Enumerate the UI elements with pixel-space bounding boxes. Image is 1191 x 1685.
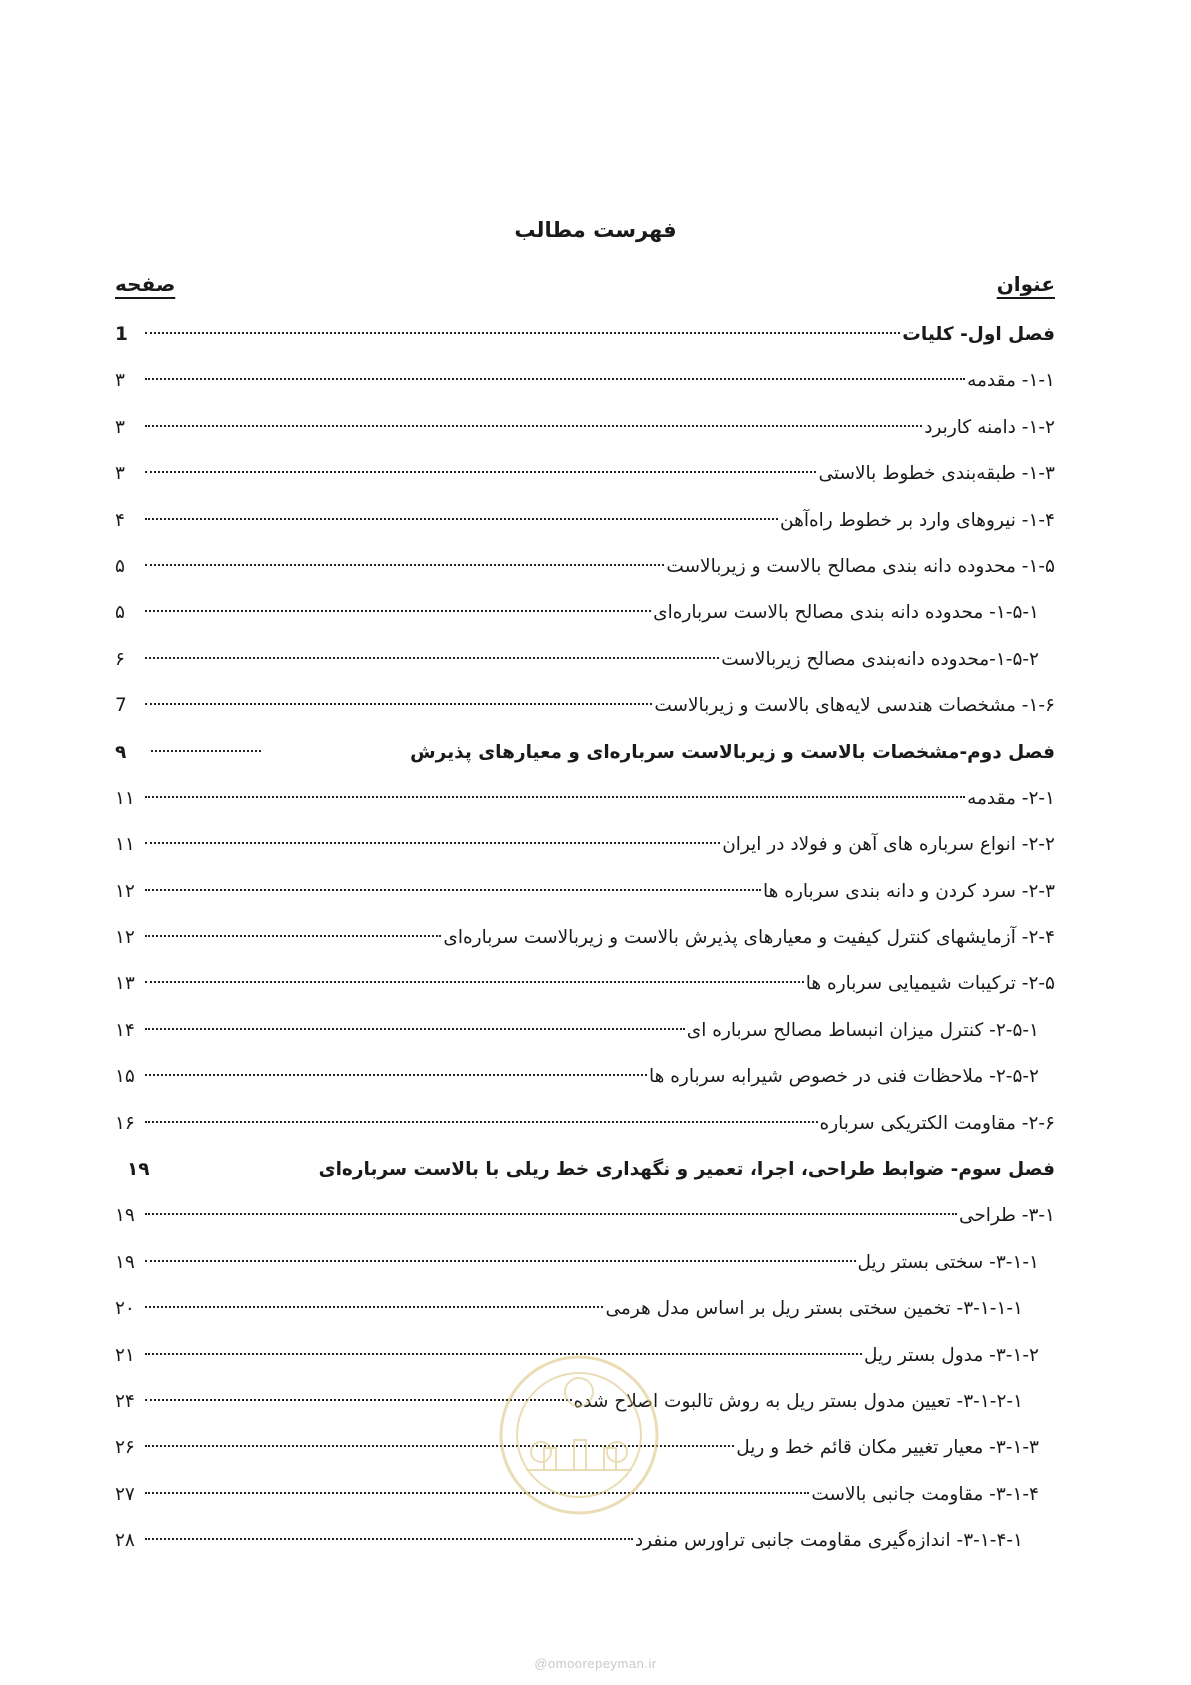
entry-title: ۲-۵-۱- کنترل میزان انبساط مصالح سرباره ای: [686, 1019, 1039, 1041]
entry-title: ۱-۵-۲-محدوده دانه‌بندی مصالح زیربالاست: [721, 648, 1039, 670]
entry-page-number: 1: [115, 324, 128, 345]
dot-leader: [145, 1260, 856, 1262]
dot-leader: [145, 1492, 809, 1494]
dot-leader: [145, 610, 651, 612]
entry-page-number: ۲۷: [115, 1483, 135, 1505]
toc-entry[interactable]: [115, 776, 1055, 822]
entry-page-number: ۲۸: [115, 1530, 135, 1552]
entry-title: ۱-۳- طبقه‌بندی خطوط بالاستی: [818, 463, 1055, 485]
dot-leader: [145, 657, 719, 659]
toc-entry[interactable]: [115, 822, 1055, 868]
entry-title: ۲-۱- مقدمه: [967, 787, 1055, 809]
toc-entry[interactable]: [115, 451, 1055, 497]
toc-entry[interactable]: [115, 544, 1055, 590]
dot-leader: [145, 1538, 633, 1540]
watermark-url: @omoorepeyman.ir: [534, 1656, 657, 1671]
entry-title: ۲-۵- ترکیبات شیمیایی سرباره ها: [805, 973, 1055, 995]
entry-page-number: ۳: [115, 463, 125, 485]
entry-page-number: ۲۱: [115, 1344, 135, 1366]
dot-leader: [145, 332, 900, 334]
toc-entry[interactable]: [115, 1518, 1055, 1564]
entry-page-number: ۱۲: [115, 880, 135, 902]
dot-leader: [145, 935, 441, 937]
entry-page-number: ۱۴: [115, 1019, 135, 1041]
entry-page-number: ۱۶: [115, 1112, 135, 1134]
entry-page-number: ۵: [115, 602, 125, 624]
dot-leader: [145, 518, 778, 520]
dot-leader: [145, 1074, 647, 1076]
toc-entry[interactable]: [115, 590, 1055, 636]
entry-page-number: ۱۳: [115, 973, 135, 995]
toc-entry[interactable]: [115, 915, 1055, 961]
entry-page-number: ۱۱: [115, 834, 135, 856]
toc-entry[interactable]: [115, 1240, 1055, 1286]
entry-title: ۳-۱-۳- معیار تغییر مکان قائم خط و ریل: [736, 1437, 1039, 1459]
entry-title: ۲-۲- انواع سرباره های آهن و فولاد در ایران: [722, 834, 1055, 856]
dot-leader: [145, 796, 965, 798]
entry-title: ۳-۱-۲-۱- تعیین مدول بستر ریل به روش تالبوت اصلاح شده: [573, 1390, 1023, 1412]
toc-header: [115, 272, 1055, 306]
entry-page-number: ۱۹: [127, 1159, 150, 1181]
dot-leader: [145, 703, 652, 705]
entry-page-number: ۱۹: [115, 1205, 135, 1227]
entry-title: ۱-۵- محدوده دانه بندی مصالح بالاست و زیربالاست: [666, 555, 1055, 577]
entry-title: ۲-۳- سرد کردن و دانه بندی سرباره ها: [762, 880, 1055, 902]
toc-entry[interactable]: [115, 869, 1055, 915]
entry-title: فصل سوم- ضوابط طراحی، اجرا، تعمیر و نگهداری خط ریلی با بالاست سرباره‌ای: [318, 1159, 1055, 1181]
entry-page-number: ۲۶: [115, 1437, 135, 1459]
toc-entry[interactable]: [115, 1286, 1055, 1332]
entry-title: ۱-۱- مقدمه: [967, 370, 1055, 392]
toc-entry[interactable]: [115, 1101, 1055, 1147]
entry-page-number: ۳: [115, 370, 125, 392]
entry-title: فصل اول- کلیات: [902, 324, 1055, 345]
entry-title: فصل دوم-مشخصات بالاست و زیربالاست سرباره‌ای و معیارهای پذیرش: [410, 741, 1055, 763]
toc-chapter-entry[interactable]: [115, 312, 1055, 358]
dot-leader: [151, 750, 261, 752]
entry-title: ۳-۱-۱-۱- تخمین سختی بستر ریل بر اساس مدل هرمی: [605, 1298, 1023, 1320]
dot-leader: [145, 425, 922, 427]
dot-leader: [145, 378, 965, 380]
dot-leader: [145, 1213, 957, 1215]
dot-leader: [145, 1121, 818, 1123]
toc-entry[interactable]: [115, 961, 1055, 1007]
dot-leader: [145, 1306, 603, 1308]
dot-leader: [145, 981, 804, 983]
dot-leader: [145, 471, 816, 473]
entry-page-number: 7: [115, 695, 127, 717]
entry-page-number: ۲۰: [115, 1298, 135, 1320]
dot-leader: [145, 1028, 685, 1030]
entry-title: ۳-۱-۲- مدول بستر ریل: [863, 1344, 1039, 1366]
entry-page-number: ۱۵: [115, 1066, 135, 1088]
toc-entry[interactable]: [115, 498, 1055, 544]
entry-title: ۳-۱-۱- سختی بستر ریل: [857, 1251, 1039, 1273]
entry-title: ۱-۴- نیروهای وارد بر خطوط راه‌آهن: [779, 509, 1055, 531]
page-title: فهرست مطالب: [514, 218, 677, 242]
dot-leader: [145, 842, 720, 844]
entry-title: ۳-۱-۴- مقاومت جانبی بالاست: [811, 1483, 1039, 1505]
entry-title: ۱-۶- مشخصات هندسی لایه‌های بالاست و زیربالاست: [654, 695, 1055, 717]
entry-page-number: ۵: [115, 555, 125, 577]
toc-entry[interactable]: [115, 405, 1055, 451]
entry-title: ۱-۲- دامنه کاربرد: [924, 416, 1055, 438]
watermark-stamp-logo: [496, 1352, 662, 1518]
entry-page-number: ۴: [115, 509, 125, 531]
toc-chapter-entry[interactable]: [115, 1147, 1055, 1193]
entry-page-number: ۹: [115, 741, 127, 763]
entry-title: ۲-۵-۲- ملاحظات فنی در خصوص شیرابه سرباره ها: [648, 1066, 1039, 1088]
entry-page-number: ۱۱: [115, 787, 135, 809]
toc-entry[interactable]: [115, 1054, 1055, 1100]
entry-title: ۲-۶- مقاومت الکتریکی سرباره: [819, 1112, 1055, 1134]
entry-title: ۲-۴- آزمایشهای کنترل کیفیت و معیارهای پذیرش بالاست و زیربالاست سرباره‌ای: [443, 927, 1055, 949]
entry-page-number: ۲۴: [115, 1390, 135, 1412]
entry-page-number: ۳: [115, 416, 125, 438]
entry-title: ۳-۱-۴-۱- اندازه‌گیری مقاومت جانبی تراورس منفرد: [634, 1530, 1023, 1552]
toc-chapter-entry[interactable]: [115, 730, 1055, 776]
entry-page-number: ۱۲: [115, 927, 135, 949]
toc-entry[interactable]: [115, 683, 1055, 729]
toc-entry[interactable]: [115, 358, 1055, 404]
entry-title: ۱-۵-۱- محدوده دانه بندی مصالح بالاست سرباره‌ای: [653, 602, 1039, 624]
entry-page-number: ۶: [115, 648, 125, 670]
entry-page-number: ۱۹: [115, 1251, 135, 1273]
page-column-label: صفحه: [115, 272, 176, 296]
title-column-label: عنوان: [996, 272, 1055, 296]
toc-entry[interactable]: [115, 637, 1055, 683]
dot-leader: [145, 564, 664, 566]
toc-entry[interactable]: [115, 1193, 1055, 1239]
toc-entry[interactable]: [115, 1008, 1055, 1054]
dot-leader: [145, 889, 761, 891]
entry-title: ۳-۱- طراحی: [958, 1205, 1055, 1227]
